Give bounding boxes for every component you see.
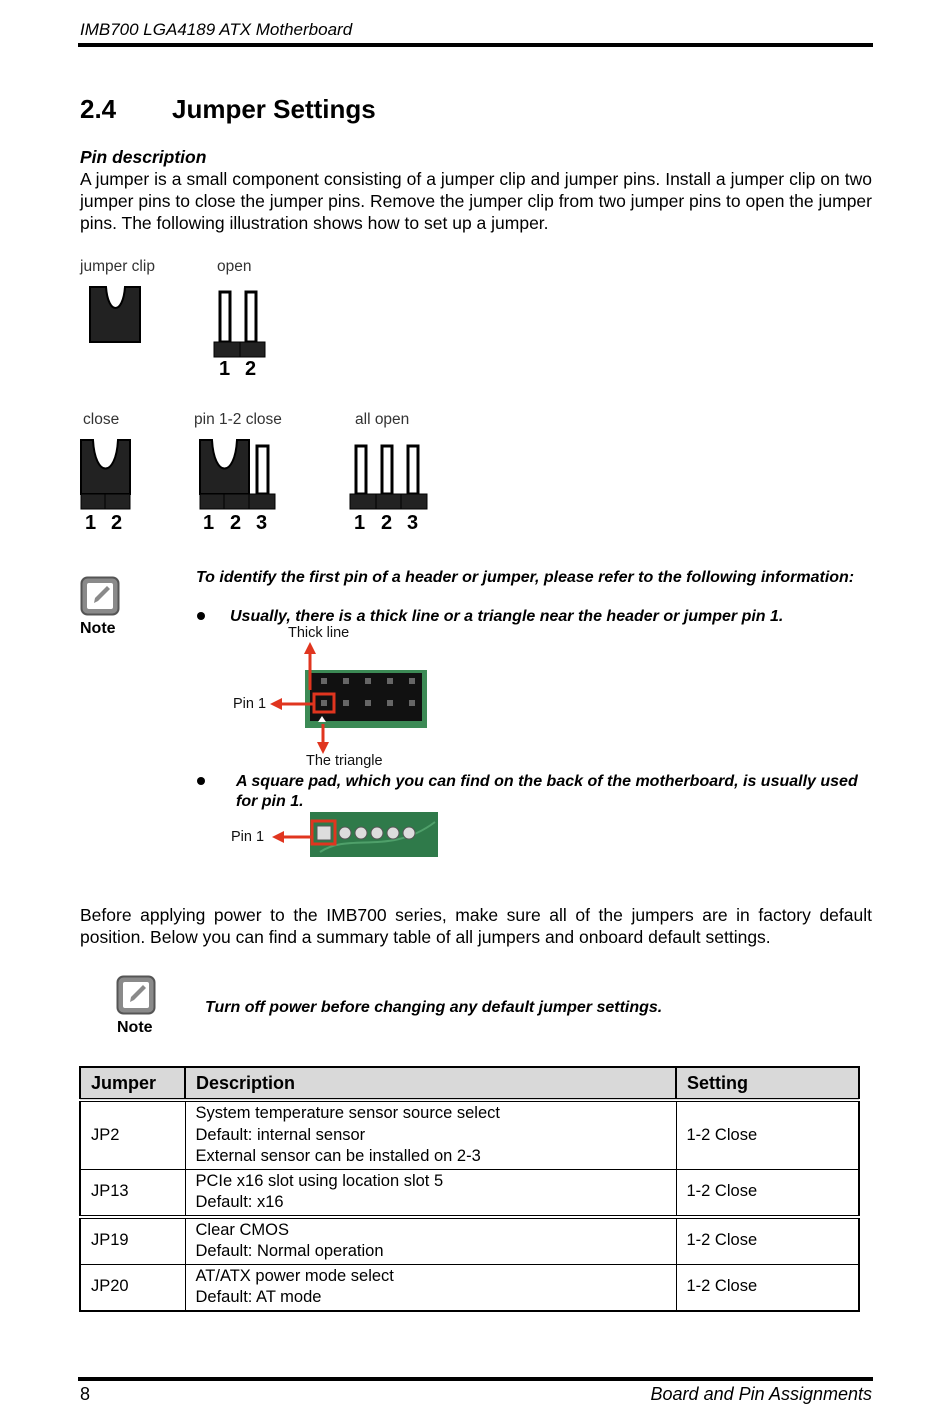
footer-section-title: Board and Pin Assignments bbox=[650, 1384, 872, 1404]
pin12-close-label: pin 1-2 close bbox=[194, 411, 282, 428]
setting-cell: 1-2 Close bbox=[676, 1169, 859, 1217]
all-open-label: all open bbox=[355, 411, 410, 428]
setting-cell: 1-2 Close bbox=[676, 1217, 859, 1265]
all-open-pin-2-number: 2 bbox=[381, 512, 393, 534]
note-bullet-1: Usually, there is a thick line or a triangle near the header or jumper pin 1. bbox=[230, 608, 784, 625]
column-header-description: Description bbox=[185, 1067, 676, 1100]
pin1-pad-label: Pin 1 bbox=[231, 829, 265, 845]
description-line: System temperature sensor source select bbox=[195, 1104, 500, 1122]
note-power-warning: Turn off power before changing any default jumper settings. bbox=[205, 999, 663, 1016]
setting-cell: 1-2 Close bbox=[676, 1100, 859, 1169]
footer-rule bbox=[78, 1377, 873, 1381]
jumper-summary-paragraph: Before applying power to the IMB700 series, make sure all of the jumpers are in factory default position. Below you can find a summary table of all jumpers and onboard default settings. bbox=[80, 905, 872, 947]
table-header-row bbox=[80, 1067, 859, 1100]
bullet-dot bbox=[197, 777, 205, 785]
note-pencil-icon bbox=[80, 576, 120, 616]
table-row bbox=[80, 1169, 859, 1217]
document-header-title: IMB700 LGA4189 ATX Motherboard bbox=[80, 20, 353, 39]
pin-description-text: A jumper is a small component consisting of a jumper clip and jumper pins. Install a jumper clip on two jumper pins to close the jumper pins. Remove the jumper clip from two jumper pins to open the jumper pins. The following illustration shows how to set up a jumper. bbox=[80, 169, 872, 233]
table-row bbox=[80, 1264, 859, 1311]
jumper-settings-table bbox=[79, 1066, 860, 1312]
closed-jumper-illustration bbox=[78, 438, 134, 513]
pin12-close-illustration bbox=[197, 438, 279, 513]
description-cell bbox=[185, 1100, 676, 1169]
description-line: External sensor can be installed on 2-3 bbox=[195, 1147, 481, 1165]
description-cell bbox=[185, 1264, 676, 1311]
all-open-pin-3-number: 3 bbox=[407, 512, 419, 534]
description-line: Default: internal sensor bbox=[195, 1125, 366, 1144]
open-label: open bbox=[217, 258, 252, 275]
jumper-cell: JP13 bbox=[80, 1169, 185, 1217]
all-open-pin-1-number: 1 bbox=[354, 512, 366, 534]
close-pin-2-number: 2 bbox=[111, 512, 123, 534]
jumper-clip-label: jumper clip bbox=[80, 258, 155, 275]
description-line: Default: Normal operation bbox=[195, 1242, 384, 1260]
pin12-pin-3-number: 3 bbox=[256, 512, 268, 534]
open-pin-1-number: 1 bbox=[219, 358, 231, 380]
jumper-cell: JP2 bbox=[80, 1100, 185, 1169]
jumper-clip-illustration bbox=[88, 285, 143, 345]
triangle-label: The triangle bbox=[306, 753, 383, 769]
pin12-pin-2-number: 2 bbox=[230, 512, 242, 534]
open-jumper-illustration bbox=[212, 290, 268, 360]
pin1-label: Pin 1 bbox=[233, 696, 267, 712]
all-open-illustration bbox=[348, 444, 430, 514]
header-rule bbox=[78, 43, 873, 47]
table-row bbox=[80, 1100, 859, 1169]
note-bullet-2: A square pad, which you can find on the back of the motherboard, is usually used for pin 1. bbox=[236, 773, 858, 810]
close-label: close bbox=[83, 411, 120, 428]
section-number: 2.4 bbox=[80, 94, 117, 124]
pin12-pin-1-number: 1 bbox=[203, 512, 215, 534]
setting-cell: 1-2 Close bbox=[676, 1264, 859, 1311]
close-pin-1-number: 1 bbox=[85, 512, 97, 534]
description-cell bbox=[185, 1169, 676, 1217]
jumper-cell: JP19 bbox=[80, 1217, 185, 1265]
thick-line-label: Thick line bbox=[288, 625, 350, 641]
description-line: AT/ATX power mode select bbox=[195, 1266, 394, 1285]
page-number: 8 bbox=[80, 1384, 91, 1404]
open-pin-2-number: 2 bbox=[245, 358, 257, 380]
square-pad-diagram bbox=[260, 812, 440, 858]
description-line: Clear CMOS bbox=[195, 1220, 290, 1239]
description-cell bbox=[185, 1217, 676, 1265]
note-label: Note bbox=[117, 1019, 153, 1036]
column-header-setting: Setting bbox=[676, 1067, 859, 1100]
section-title: Jumper Settings bbox=[172, 94, 376, 124]
note-intro-text: To identify the first pin of a header or jumper, please refer to the following information: bbox=[196, 569, 855, 586]
column-header-jumper: Jumper bbox=[80, 1067, 185, 1100]
description-line: Default: x16 bbox=[195, 1193, 284, 1211]
table-row bbox=[80, 1217, 859, 1265]
description-line: PCIe x16 slot using location slot 5 bbox=[195, 1171, 444, 1190]
note-label: Note bbox=[80, 620, 116, 637]
pin-description-heading: Pin description bbox=[80, 147, 207, 167]
description-line: Default: AT mode bbox=[195, 1288, 322, 1306]
bullet-dot bbox=[197, 612, 205, 620]
note-pencil-icon bbox=[116, 975, 156, 1015]
jumper-cell: JP20 bbox=[80, 1264, 185, 1311]
